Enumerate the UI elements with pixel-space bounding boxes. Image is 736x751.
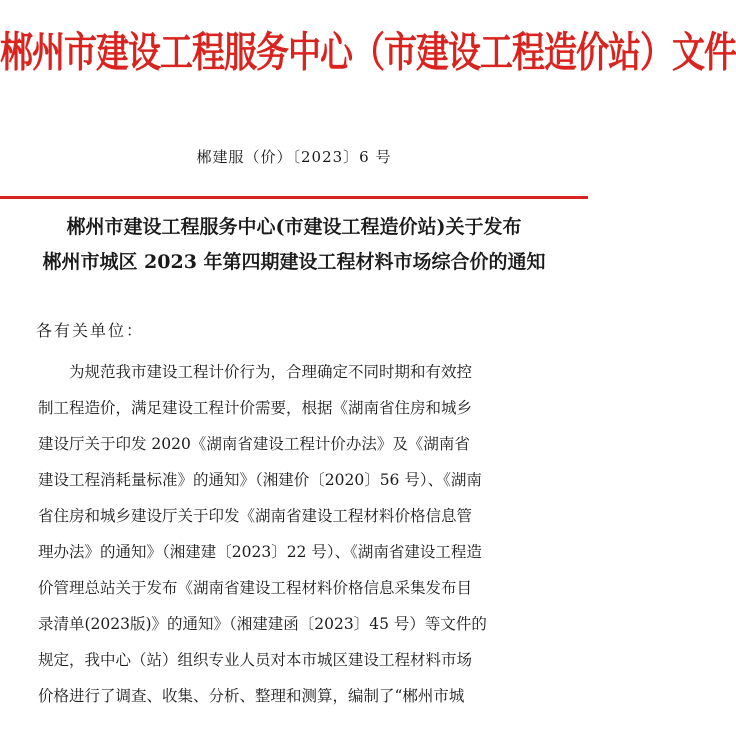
body-line: 录清单(2023版)》的通知》（湘建建函〔2023〕45 号）等文件的 xyxy=(38,615,487,633)
body-line: 制工程造价，满足建设工程计价需要，根据《湖南省住房和城乡 xyxy=(38,399,473,417)
body-line: 价管理总站关于发布《湖南省建设工程材料价格信息采集发布目 xyxy=(38,579,473,597)
body-line: 建设工程消耗量标准》的通知》（湘建价〔2020〕56 号）、《湖南 xyxy=(38,471,482,489)
body-line: 建设厅关于印发 2020《湖南省建设工程计价办法》及《湖南省 xyxy=(38,435,470,453)
document-header-title: 郴州市建设工程服务中心（市建设工程造价站）文件 xyxy=(0,27,736,77)
heading-line: 郴州市建设工程服务中心(市建设工程造价站)关于发布 xyxy=(66,216,522,238)
body-line: 为规范我市建设工程计价行为，合理确定不同时期和有效控 xyxy=(38,363,473,381)
body-line: 省住房和城乡建设厅关于印发《湖南省建设工程材料价格信息管 xyxy=(38,507,473,525)
body-line: 规定，我中心（站）组织专业人员对本市城区建设工程材料市场 xyxy=(38,651,473,669)
document-number: 郴建服（价）〔2023〕6 号 xyxy=(196,148,392,166)
salutation: 各有关单位： xyxy=(36,321,145,340)
red-divider-rule xyxy=(0,196,588,199)
body-paragraph xyxy=(38,354,572,714)
document-heading xyxy=(0,210,588,280)
body-line: 价格进行了调查、收集、分析、整理和测算，编制了“郴州市城 xyxy=(38,687,465,705)
body-line: 理办法》的通知》（湘建建〔2023〕22 号）、《湖南省建设工程造 xyxy=(38,543,482,561)
heading-line: 郴州市城区 2023 年第四期建设工程材料市场综合价的通知 xyxy=(42,251,546,273)
